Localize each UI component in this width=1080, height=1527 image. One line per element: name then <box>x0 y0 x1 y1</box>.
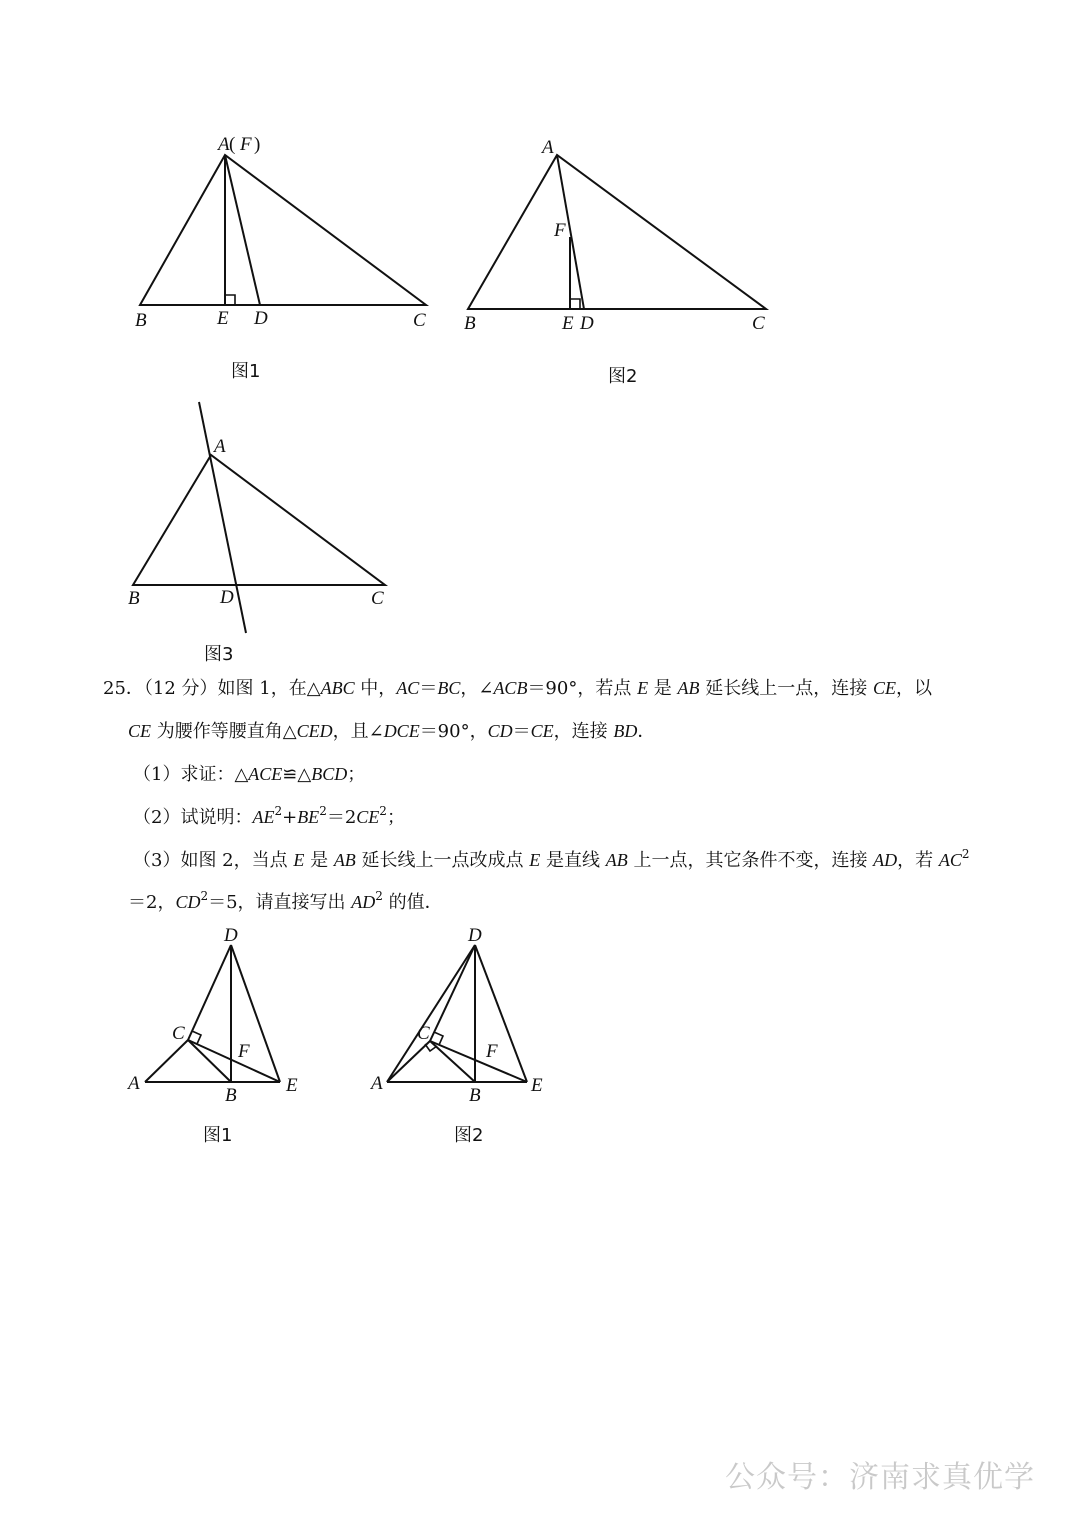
label-d: D <box>254 308 268 329</box>
label-e: E <box>286 1075 298 1096</box>
problem-25-line-1: 25．（12 分）如图 1，在△ABC 中，AC＝BC，∠ACB＝90°，若点 E 是 AB 延长线上一点，连接 CE，以 <box>103 678 932 699</box>
label-f: F <box>238 1041 250 1062</box>
label-e: E <box>562 313 574 334</box>
label-c: C <box>417 1023 430 1044</box>
right-angle-mark-2 <box>425 1044 437 1051</box>
problem-25-part-2: （2）试说明：$AE^2+BE^2=2CE^2$； <box>133 804 405 828</box>
problem-25-figure-1 <box>126 925 298 1106</box>
triangle-abc <box>133 455 385 585</box>
label-c: C <box>371 588 384 609</box>
label-e: E <box>531 1075 543 1096</box>
segment-cb <box>188 1040 231 1082</box>
label-b: B <box>135 310 147 331</box>
top-figures <box>0 0 1080 680</box>
problem-25-figure-2 <box>369 925 543 1106</box>
label-b: B <box>464 313 476 334</box>
triangle-figure-3 <box>128 402 385 633</box>
right-angle-mark <box>192 1031 201 1044</box>
label-b: B <box>128 588 140 609</box>
caption-fig1: 图1 <box>231 361 261 382</box>
caption-bottom-fig2: 图2 <box>454 1125 484 1146</box>
caption-bottom-fig1: 图1 <box>203 1125 233 1146</box>
segment-ac <box>145 1040 188 1082</box>
label-paren-open: ( <box>229 134 236 155</box>
segment-cb <box>430 1041 475 1082</box>
label-c: C <box>752 313 765 334</box>
right-angle-mark <box>434 1032 443 1045</box>
segment-cd <box>430 945 475 1041</box>
triangle-abc <box>468 155 766 309</box>
segment-ad <box>387 945 475 1082</box>
label-a: A <box>218 134 230 155</box>
segment-de <box>475 945 527 1082</box>
label-d: D <box>468 925 482 946</box>
label-f: F <box>554 220 566 241</box>
caption-fig3: 图3 <box>204 644 234 665</box>
caption-fig2: 图2 <box>608 366 638 387</box>
label-paren-close: ) <box>254 134 261 155</box>
triangle-abc <box>140 155 426 305</box>
label-a: A <box>371 1073 383 1094</box>
label-a: A <box>128 1073 140 1094</box>
problem-25-line-2: CE 为腰作等腰直角△CED，且∠DCE＝90°，CD＝CE，连接 BD． <box>128 721 656 742</box>
problem-25-part-3-line-1: （3）如图 2，当点 E 是 AB 延长线上一点改成点 E 是直线 AB 上一点，其它条件不变，连接 AD，若 $AC^2$ <box>133 847 970 871</box>
segment-ce <box>188 1040 280 1082</box>
problem-number: 25． <box>103 678 144 699</box>
label-f: F <box>486 1041 498 1062</box>
triangle-figure-2 <box>464 137 766 334</box>
right-angle-mark <box>225 295 235 305</box>
segment-cd <box>188 945 231 1040</box>
segment-ce <box>430 1041 527 1082</box>
label-b: B <box>225 1085 237 1106</box>
label-f: F <box>240 134 252 155</box>
label-d: D <box>224 925 238 946</box>
problem-25-part-3-line-2: ＝2，$CD^2=5$，请直接写出 $AD^2$ 的值． <box>128 889 443 913</box>
label-d: D <box>220 587 234 608</box>
label-b: B <box>469 1085 481 1106</box>
segment-de <box>231 945 280 1082</box>
label-d: D <box>580 313 594 334</box>
triangle-figure-1 <box>135 134 426 331</box>
problem-score: （12 分） <box>143 678 218 699</box>
right-angle-mark <box>570 299 580 309</box>
problem-25-part-1: （1）求证：△ACE≌△BCD； <box>133 764 366 785</box>
label-e: E <box>217 308 229 329</box>
label-a: A <box>214 436 226 457</box>
watermark: 公众号：济南求真优学 <box>725 1460 1035 1495</box>
label-c: C <box>172 1023 185 1044</box>
segment-ac <box>387 1041 430 1082</box>
label-c: C <box>413 310 426 331</box>
label-a: A <box>542 137 554 158</box>
